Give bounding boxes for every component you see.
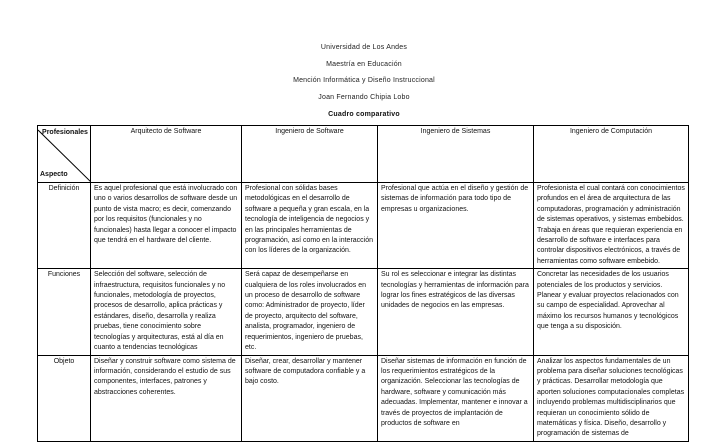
author-name: Joan Fernando Chipia Lobo [318, 94, 410, 101]
table-row-object [38, 355, 689, 441]
table-cell: Analizar los aspectos fundamentales de un problema para diseñar soluciones tecnológicas y prácticas. Desarrollar metodología que aporten soluciones computacionales completas incluyendo problemas multidisciplinarios que requieran un conocimiento sólido de matemáticas y física. Diseño, desarrollo y programación de sistemas de [534, 355, 689, 441]
university-name: Universidad de Los Andes [320, 44, 408, 51]
table-cell: Será capaz de desempeñarse en cualquiera de los roles involucrados en un proceso de desarrollo de software como: Administrador de proyecto, líder de proyecto, arquitecto del software, analista, programador, ingeniero de requerimientos, ingeniero de pruebas, etc. [242, 269, 378, 355]
column-header-software-engineer: Ingeniero de Software [242, 126, 378, 183]
mention-name: Mención Informática y Diseño Instruccional [293, 77, 435, 84]
row-label-object: Objeto [38, 355, 91, 441]
table-cell: Profesionista el cual contará con conocimientos profundos en el área de arquitectura de las computadoras, programación y administración de sistemas operativos, y sistemas embebidos. Trabaja en áreas que requieran experiencia en desarrollo de software e interfaces para controlar dispositivos electrónicos, a través de herramientas como software embebido. [534, 183, 689, 269]
corner-label-professionals: Profesionales [42, 129, 88, 136]
table-header-row [38, 126, 689, 183]
program-name: Maestría en Educación [326, 61, 402, 68]
row-label-functions: Funciones [38, 269, 91, 355]
column-header-software-architect: Arquitecto de Software [91, 126, 242, 183]
table-row-functions [38, 269, 689, 355]
table-cell: Su rol es seleccionar e integrar las distintas tecnologías y herramientas de información para lograr los fines estratégicos de las diversas unidades de negocios en las empresas. [378, 269, 534, 355]
row-label-definition: Definición [38, 183, 91, 269]
table-cell: Diseñar sistemas de información en función de los requerimientos estratégicos de la organización. Seleccionar las tecnologías de hardware, software y comunicación más adecuadas. Implementar, mantener e innovar a través de proyectos de implantación de productos de software en [378, 355, 534, 441]
table-cell: Profesional que actúa en el diseño y gestión de sistemas de información para todo tipo de empresas u organizaciones. [378, 183, 534, 269]
table-cell: Diseñar y construir software como sistema de información, considerando el estudio de sus componentes, interfaces, patrones y abstracciones coherentes. [91, 355, 242, 441]
column-header-computer-engineer: Ingeniero de Computación [534, 126, 689, 183]
table-cell: Es aquel profesional que está involucrado con uno o varios desarrollos de software desde un punto de vista macro; es decir, comenzando por los requisitos (funcionales y no funcionales) hasta llegar a conocer el impacto que tendrá en el hardware del cliente. [91, 183, 242, 269]
table-row-definition [38, 183, 689, 269]
table-corner-cell [38, 126, 91, 183]
corner-label-aspect: Aspecto [40, 170, 68, 178]
table-cell: Selección del software, selección de infraestructura, requisitos funcionales y no funcionales, metodología de proyectos, procesos de desarrollo, aplica prácticas y estándares, diseño, desarrolla y realiza pruebas, tiene conocimiento sobre tecnologías y arquitecturas, está al día en cuanto a tendencias tecnológicas [91, 269, 242, 355]
table-cell: Profesional con sólidas bases metodológicas en el desarrollo de software a pequeña y gran escala, en la tecnología de inteligencia de negocios y en las principales herramientas de programación, así como en la interacción con los líderes de la organización. [242, 183, 378, 269]
table-cell: Concretar las necesidades de los usuarios potenciales de los productos y servicios. Planear y evaluar proyectos relacionados con su campo de especialidad. Aprovechar al máximo los recursos humanos y tecnológicos que tenga a su disposición. [534, 269, 689, 355]
table-cell: Diseñar, crear, desarrollar y mantener software de computadora confiable y a bajo costo. [242, 355, 378, 441]
comparison-table [37, 125, 689, 442]
column-header-systems-engineer: Ingeniero de Sistemas [378, 126, 534, 183]
document-title: Cuadro comparativo [328, 111, 400, 118]
